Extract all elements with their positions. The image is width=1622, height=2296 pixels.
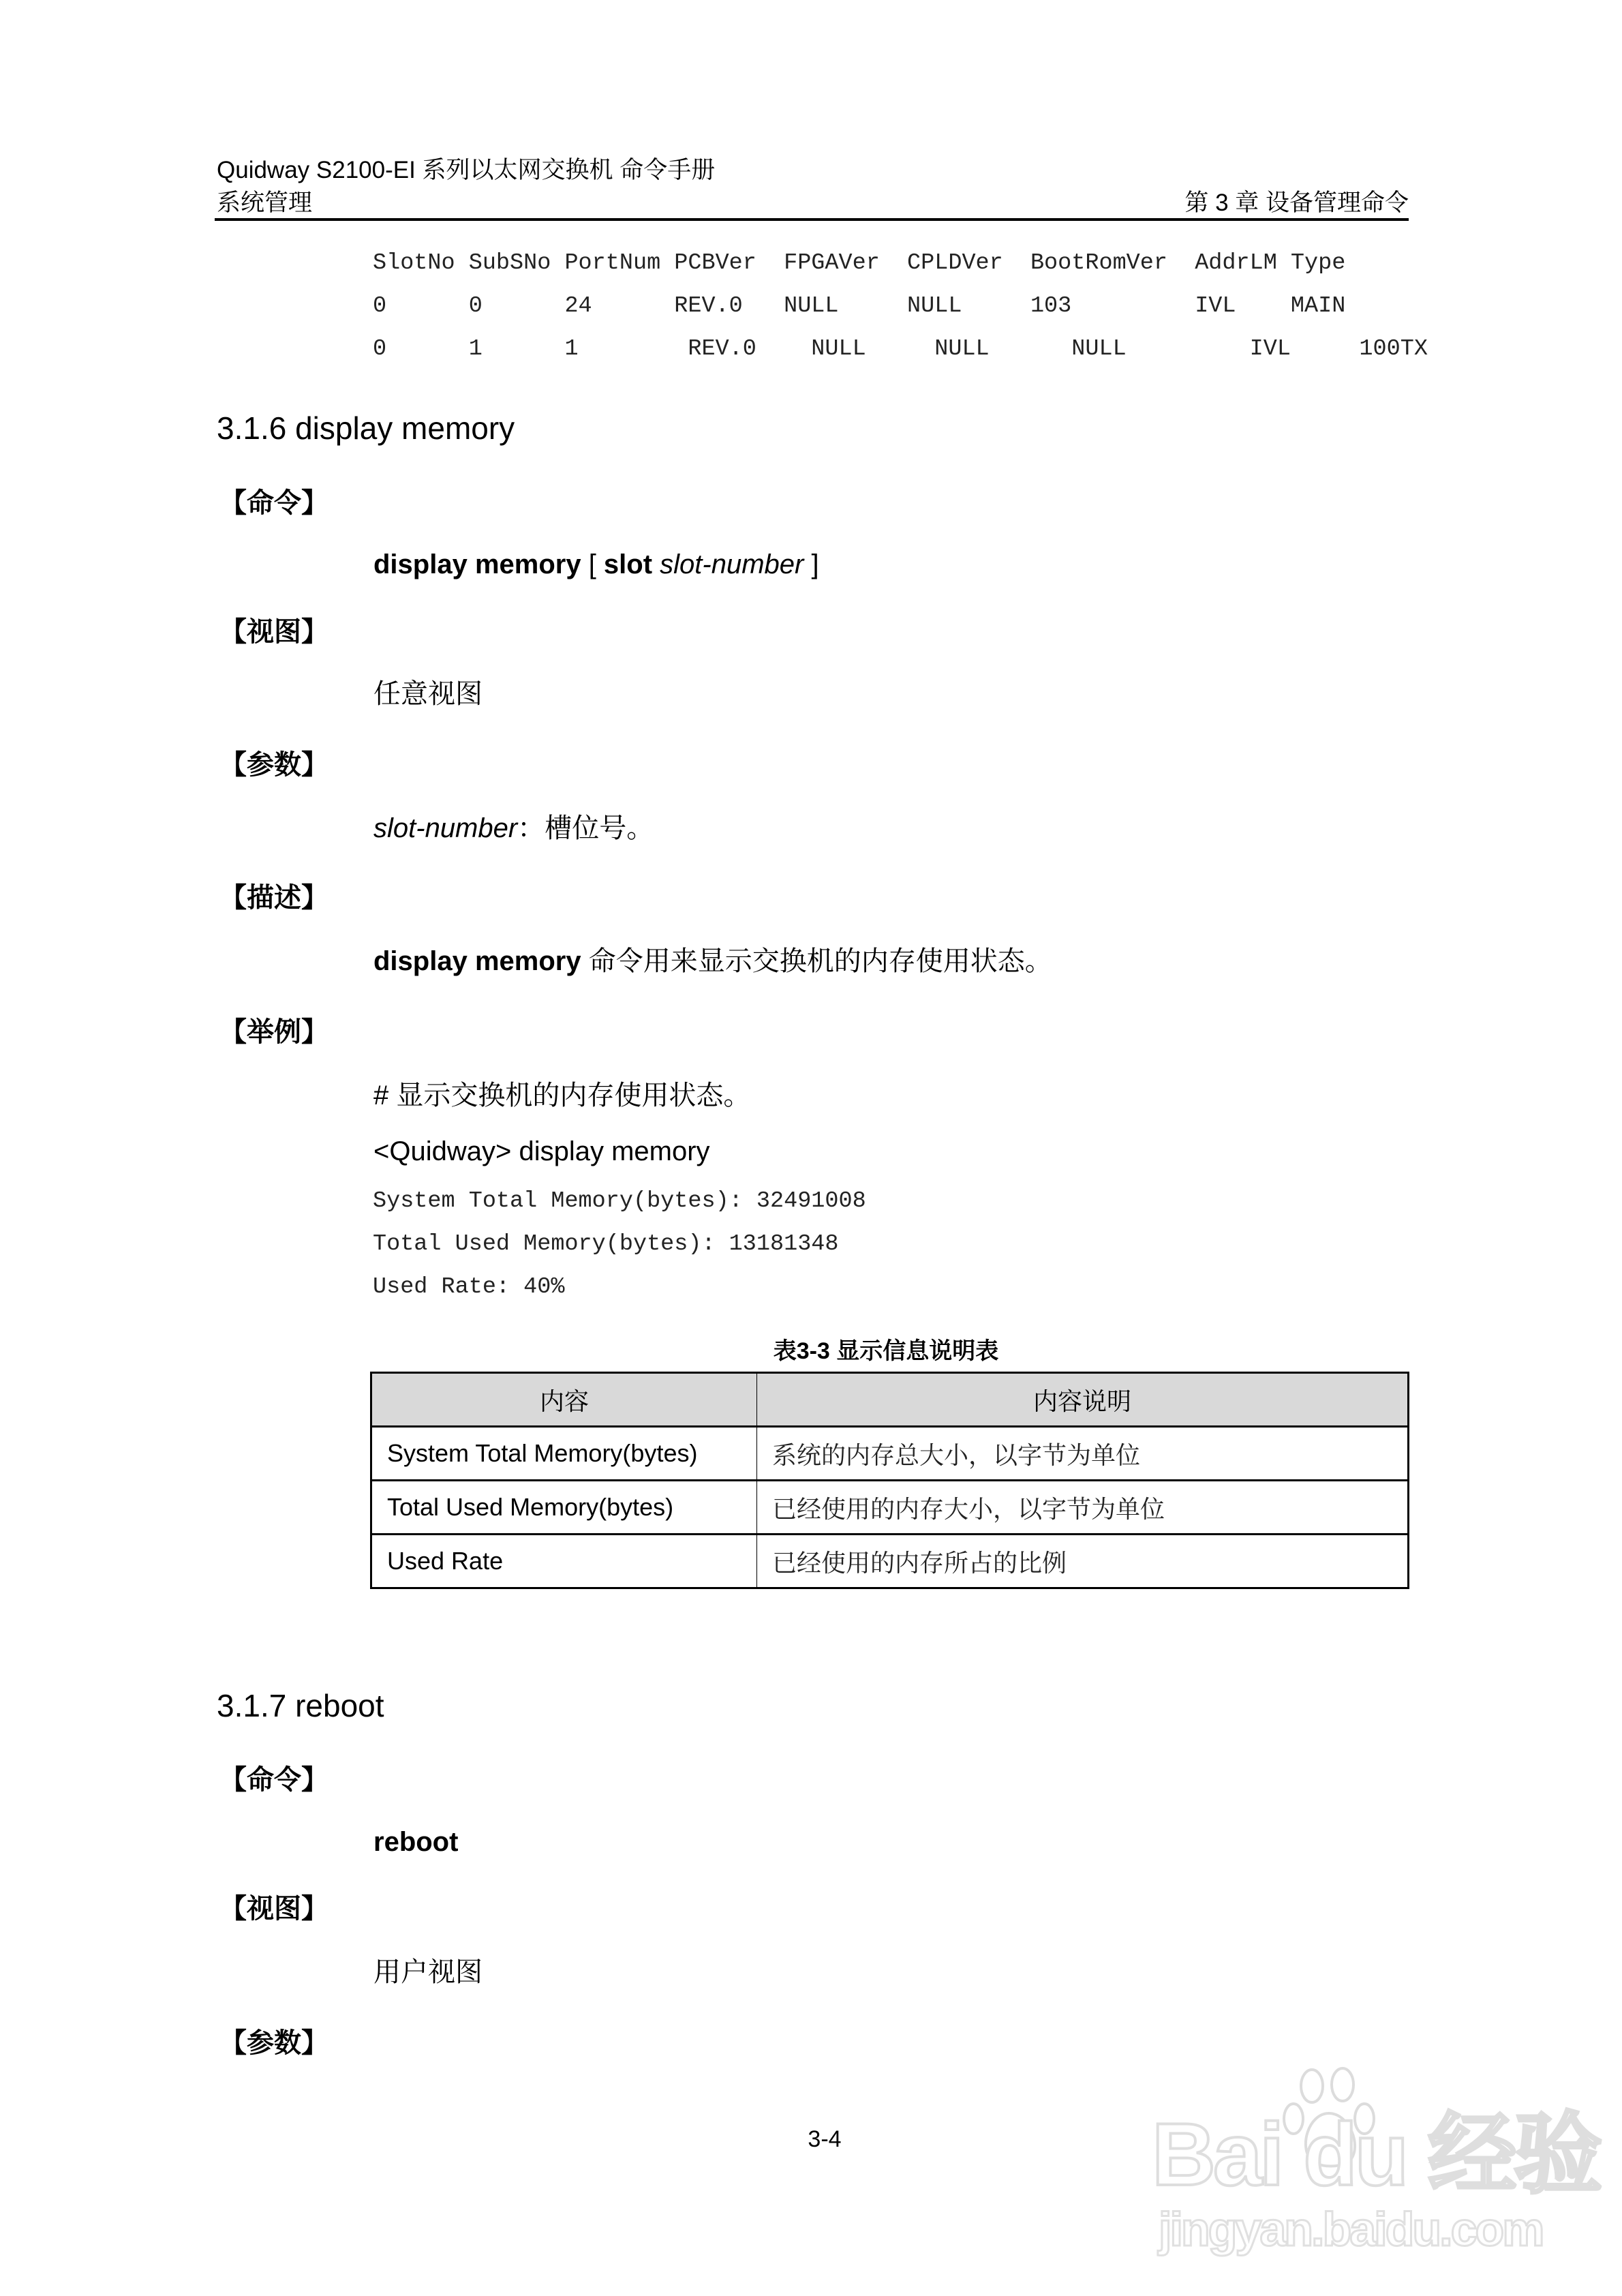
table-cell-description: 已经使用的内存所占的比例 [757, 1535, 1409, 1588]
table-cell-field: System Total Memory(bytes) [371, 1427, 757, 1481]
params-label: 【参数】 [219, 2028, 328, 2058]
command-label: 【命令】 [219, 488, 328, 518]
baidu-jingyan-watermark [1152, 2066, 1600, 2270]
param-name: slot-number [373, 813, 518, 843]
output-line: System Total Memory(bytes): 32491008 [373, 1188, 866, 1214]
description-text [373, 945, 1052, 978]
table-row [371, 1481, 1409, 1535]
bracket-open: [ [581, 549, 604, 579]
table-header-row [371, 1373, 1409, 1427]
example-label: 【举例】 [219, 1017, 328, 1047]
table-cell-description: 已经使用的内存大小，以字节为单位 [757, 1481, 1409, 1535]
description-body: 命令用来显示交换机的内存使用状态。 [581, 946, 1052, 976]
version-table-header: SlotNo SubSNo PortNum PCBVer FPGAVer CPLDVer BootRomVer AddrLM Type [373, 250, 1346, 276]
view-value: 任意视图 [373, 679, 483, 709]
document-title: Quidway S2100-EI 系列以太网交换机 命令手册 [217, 157, 716, 183]
watermark-brand: Bai du 经验 [1152, 2104, 1600, 2204]
info-table [370, 1372, 1409, 1589]
bracket-close: ] [804, 549, 819, 579]
version-table-row: 0 1 1 REV.0 NULL NULL NULL IVL 100TX [373, 336, 1428, 362]
command-syntax: reboot [373, 1827, 459, 1857]
example-comment: # 显示交换机的内存使用状态。 [373, 1081, 751, 1111]
command-label: 【命令】 [219, 1765, 328, 1795]
table-cell-field: Used Rate [371, 1535, 757, 1588]
slot-keyword: slot [603, 549, 653, 579]
section-title-reboot: 3.1.7 reboot [217, 1688, 384, 1723]
output-line: Total Used Memory(bytes): 13181348 [373, 1231, 839, 1257]
command-syntax [373, 548, 819, 581]
part-name: 系统管理 [217, 190, 313, 216]
table-header-cell: 内容 [371, 1373, 757, 1427]
section-title-display-memory: 3.1.6 display memory [217, 410, 515, 446]
param-entry [373, 812, 654, 845]
version-table-row: 0 0 24 REV.0 NULL NULL 103 IVL MAIN [373, 293, 1346, 319]
param-description: ：槽位号。 [517, 813, 654, 843]
chapter-title: 第 3 章 设备管理命令 [1184, 190, 1409, 216]
table-cell-description: 系统的内存总大小，以字节为单位 [757, 1427, 1409, 1481]
table-row [371, 1535, 1409, 1588]
table-cell-field: Total Used Memory(bytes) [371, 1481, 757, 1535]
command-keyword: display memory [373, 549, 581, 579]
description-label: 【描述】 [219, 883, 328, 913]
page-number: 3-4 [808, 2126, 842, 2152]
view-label: 【视图】 [219, 1894, 328, 1924]
table-caption [0, 1338, 1622, 1365]
view-value: 用户视图 [373, 1957, 483, 1987]
description-keyword: display memory [373, 946, 581, 976]
example-command: <Quidway> display memory [373, 1136, 710, 1166]
table-caption-text: 表3-3 显示信息说明表 [773, 1338, 999, 1364]
params-label: 【参数】 [219, 750, 328, 780]
view-label: 【视图】 [219, 617, 328, 647]
header-divider [215, 218, 1409, 221]
slot-number-param: slot-number [652, 549, 804, 579]
watermark-url: jingyan.baidu.com [1159, 2203, 1543, 2256]
output-line: Used Rate: 40% [373, 1274, 565, 1300]
table-row [371, 1427, 1409, 1481]
table-header-cell: 内容说明 [757, 1373, 1409, 1427]
